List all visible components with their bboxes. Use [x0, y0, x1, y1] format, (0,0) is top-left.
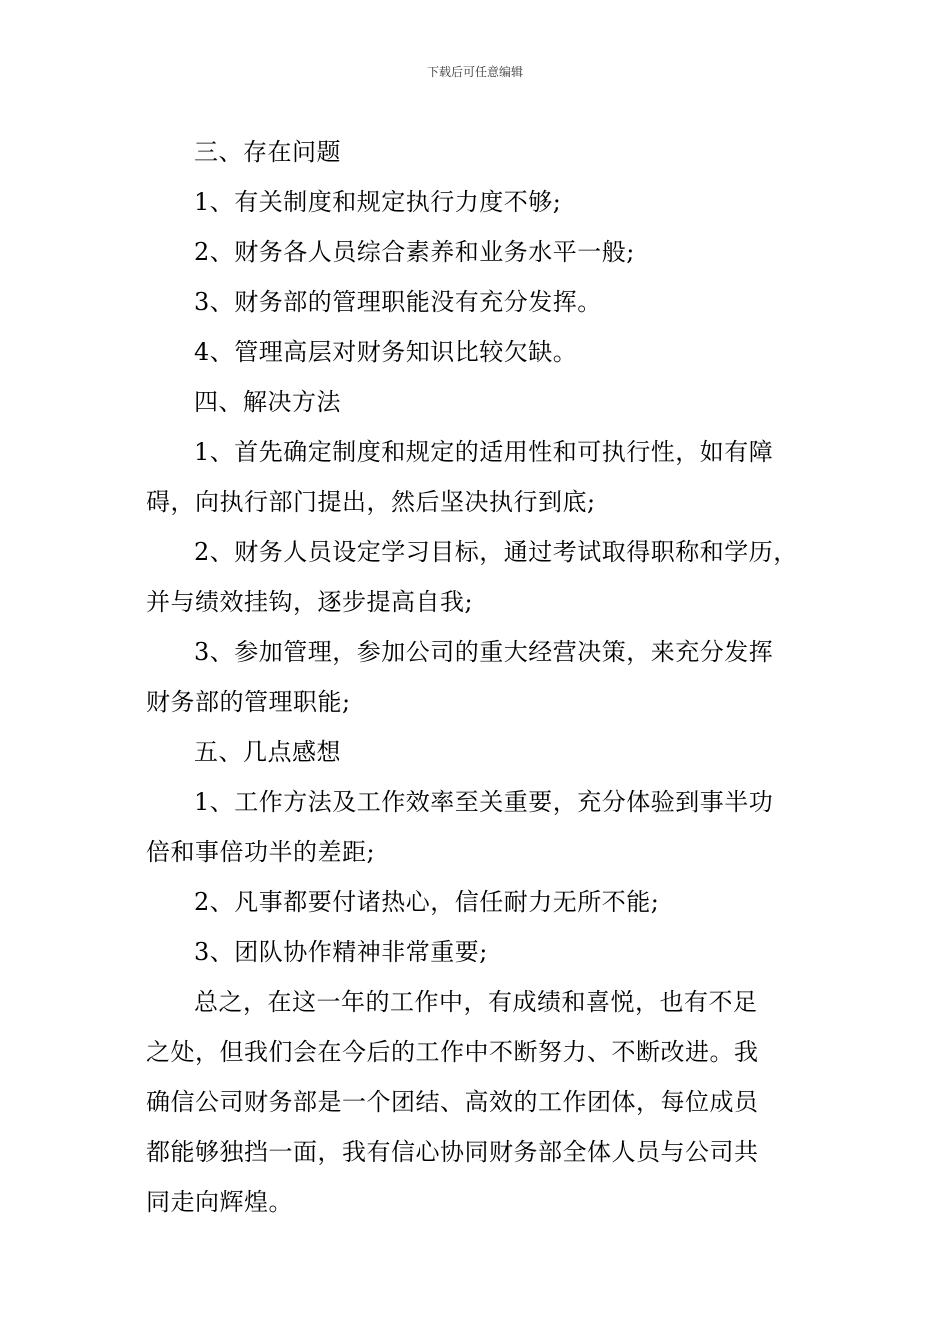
- text-line: 1、工作方法及工作效率至关重要，充分体验到事半功: [194, 788, 774, 816]
- text-line: 三、存在问题: [194, 138, 341, 166]
- list-item: [146, 427, 810, 527]
- section-heading: [146, 127, 810, 177]
- text-line: 4、管理高层对财务知识比较欠缺。: [194, 338, 578, 366]
- list-item: [146, 527, 810, 627]
- text-line: 2、凡事都要付诸热心，信任耐力无所不能;: [194, 888, 660, 916]
- text-line: 2、财务人员设定学习目标，通过考试取得职称和学历，: [194, 538, 798, 566]
- list-item: [146, 927, 810, 977]
- text-line: 五、几点感想: [194, 738, 341, 766]
- list-item: [146, 177, 810, 227]
- section-heading: [146, 727, 810, 777]
- text-line: 并与绩效挂钩，逐步提高自我;: [146, 588, 474, 616]
- text-line: 倍和事倍功半的差距;: [146, 838, 376, 866]
- text-line: 确信公司财务部是一个团结、高效的工作团体，每位成员: [146, 1088, 759, 1116]
- summary-paragraph: [146, 977, 810, 1227]
- list-item: [146, 627, 810, 727]
- text-line: 总之，在这一年的工作中，有成绩和喜悦，也有不足: [194, 988, 758, 1016]
- text-line: 1、首先确定制度和规定的适用性和可执行性，如有障: [194, 438, 774, 466]
- list-item: [146, 877, 810, 927]
- text-line: 四、解决方法: [194, 388, 341, 416]
- text-line: 都能够独挡一面，我有信心协同财务部全体人员与公司共: [146, 1138, 759, 1166]
- text-line: 3、财务部的管理职能没有充分发挥。: [194, 288, 602, 316]
- section-heading: [146, 377, 810, 427]
- text-line: 3、参加管理，参加公司的重大经营决策，来充分发挥: [194, 638, 774, 666]
- text-line: 碍，向执行部门提出，然后坚决执行到底;: [146, 488, 596, 516]
- text-line: 3、团队协作精神非常重要;: [194, 938, 488, 966]
- text-line: 同走向辉煌。: [146, 1188, 293, 1216]
- list-item: [146, 777, 810, 877]
- list-item: [146, 327, 810, 377]
- text-line: 2、财务各人员综合素养和业务水平一般;: [194, 238, 635, 266]
- document-body: [146, 127, 810, 1227]
- list-item: [146, 277, 810, 327]
- page-header: 下载后可任意编辑: [426, 65, 523, 79]
- text-line: 财务部的管理职能;: [146, 688, 351, 716]
- text-line: 1、有关制度和规定执行力度不够;: [194, 188, 562, 216]
- list-item: [146, 227, 810, 277]
- text-line: 之处，但我们会在今后的工作中不断努力、不断改进。我: [146, 1038, 759, 1066]
